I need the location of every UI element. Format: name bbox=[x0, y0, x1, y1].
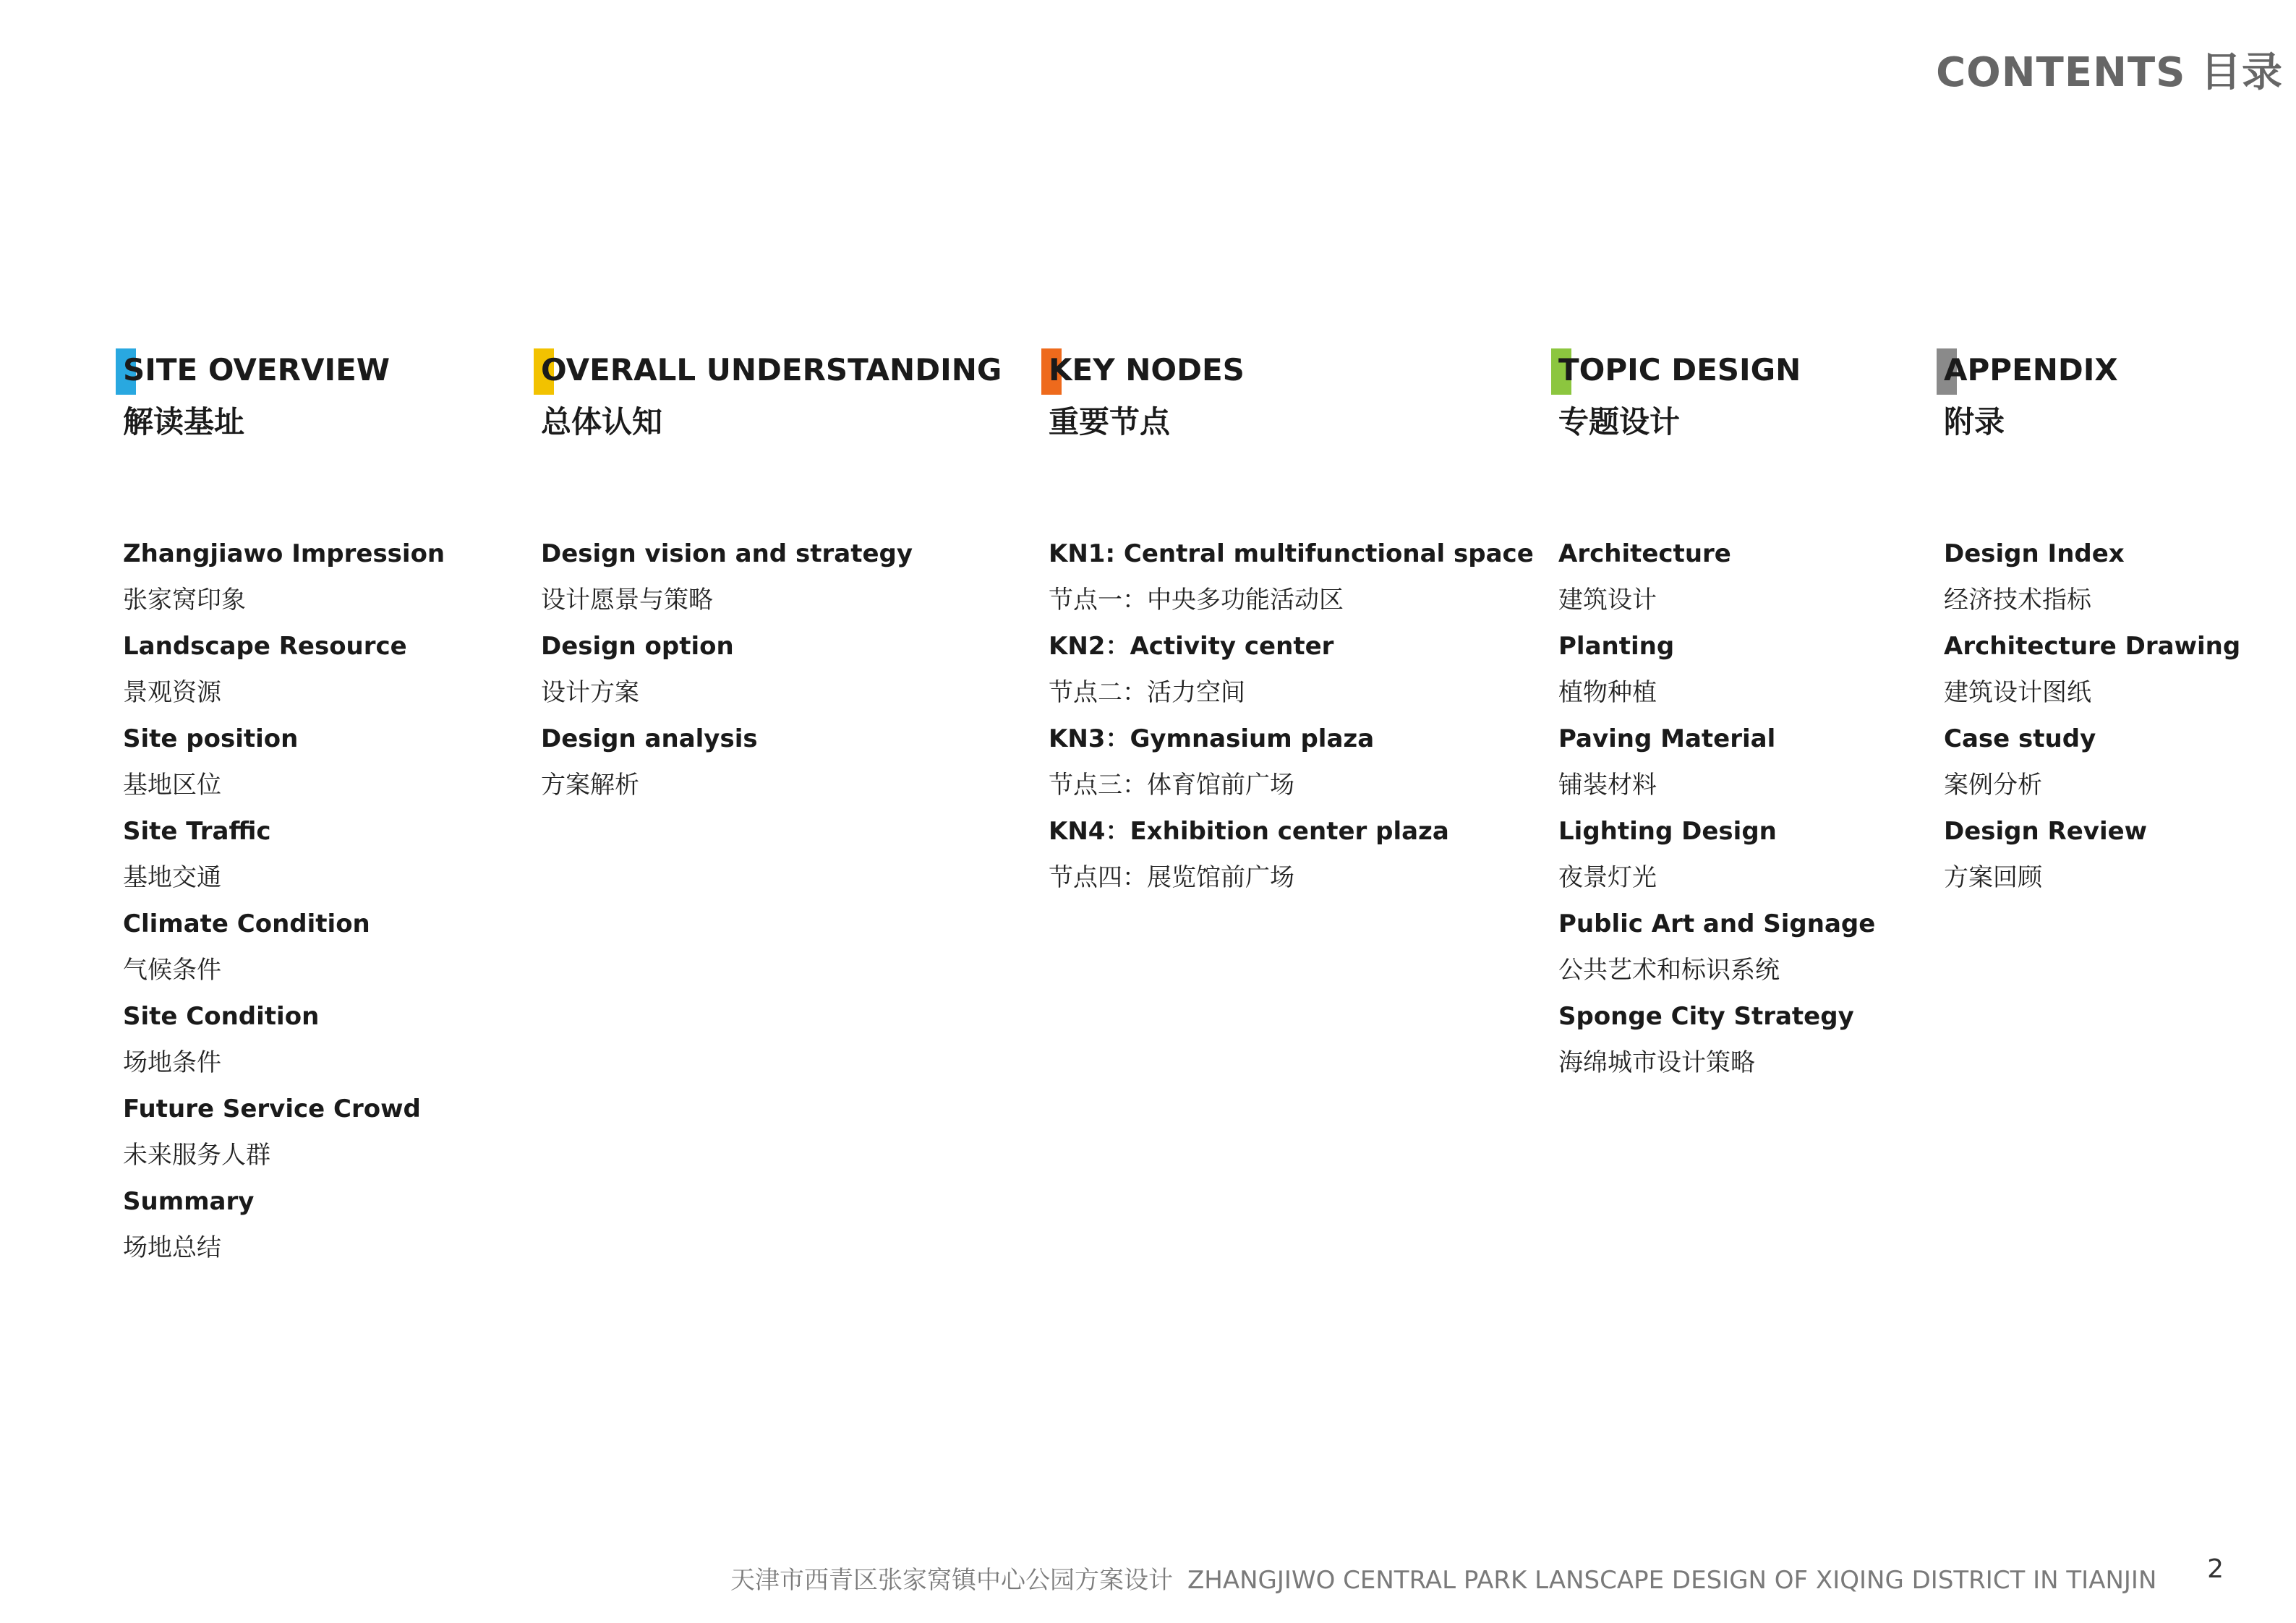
section-column bbox=[1049, 347, 1534, 901]
item-chinese: 海绵城市设计策略 bbox=[1558, 1048, 1755, 1077]
item-english: Climate Condition bbox=[123, 909, 370, 938]
item-english: Site position bbox=[123, 724, 299, 753]
item-english: Future Service Crowd bbox=[123, 1095, 421, 1123]
item-english: Case study bbox=[1944, 724, 2096, 753]
section-item-list bbox=[1944, 531, 2240, 901]
page-title: CONTENTS 目录 bbox=[1936, 49, 2283, 96]
section-heading bbox=[1944, 347, 2240, 393]
section-heading-english: APPENDIX bbox=[1944, 352, 2118, 387]
section-column bbox=[123, 347, 445, 1271]
item-chinese: 建筑设计图纸 bbox=[1944, 678, 2091, 707]
section-heading bbox=[541, 347, 1002, 393]
section-column bbox=[1558, 347, 1875, 1086]
item-chinese: 方案回顾 bbox=[1944, 863, 2042, 892]
item-english: Landscape Resource bbox=[123, 632, 407, 661]
item-english: Design analysis bbox=[541, 724, 758, 753]
item-english: Site Condition bbox=[123, 1002, 320, 1031]
page-number: 2 bbox=[2207, 1554, 2224, 1584]
section-item-list bbox=[541, 531, 1002, 808]
item-english: KN3：Gymnasium plaza bbox=[1049, 724, 1375, 753]
item-chinese: 设计方案 bbox=[541, 678, 639, 707]
item-english: Design Review bbox=[1944, 817, 2148, 846]
item-chinese: 设计愿景与策略 bbox=[541, 586, 713, 614]
item-english: Public Art and Signage bbox=[1558, 909, 1876, 938]
section-column bbox=[1944, 347, 2240, 901]
item-english: Paving Material bbox=[1558, 724, 1776, 753]
section-item-list bbox=[1558, 531, 1875, 1086]
section-heading-chinese: 总体认知 bbox=[541, 404, 663, 440]
item-english: Design option bbox=[541, 632, 734, 661]
section-column bbox=[541, 347, 1002, 808]
item-chinese: 基地交通 bbox=[123, 863, 221, 892]
item-chinese: 张家窝印象 bbox=[123, 586, 246, 614]
item-chinese: 节点三：体育馆前广场 bbox=[1049, 771, 1294, 800]
item-english: Design Index bbox=[1944, 539, 2125, 568]
section-heading-english: TOPIC DESIGN bbox=[1558, 352, 1801, 387]
item-chinese: 植物种植 bbox=[1558, 678, 1657, 707]
item-chinese: 方案解析 bbox=[541, 771, 639, 800]
item-chinese: 节点二：活力空间 bbox=[1049, 678, 1245, 707]
item-chinese: 铺装材料 bbox=[1558, 771, 1657, 800]
item-chinese: 未来服务人群 bbox=[123, 1141, 270, 1170]
item-chinese: 经济技术指标 bbox=[1944, 586, 2091, 614]
item-english: Summary bbox=[123, 1187, 255, 1216]
item-chinese: 案例分析 bbox=[1944, 771, 2042, 800]
section-heading bbox=[1049, 347, 1534, 393]
section-heading-chinese: 专题设计 bbox=[1558, 404, 1681, 440]
item-english: Planting bbox=[1558, 632, 1675, 661]
section-heading-english: OVERALL UNDERSTANDING bbox=[541, 352, 1002, 387]
item-chinese: 节点四：展览馆前广场 bbox=[1049, 863, 1294, 892]
item-english: Architecture Drawing bbox=[1944, 632, 2241, 661]
item-english: Site Traffic bbox=[123, 817, 271, 846]
section-heading bbox=[1558, 347, 1875, 393]
section-heading bbox=[123, 347, 445, 393]
section-item-list bbox=[1049, 531, 1534, 901]
item-chinese: 景观资源 bbox=[123, 678, 221, 707]
item-english: KN4：Exhibition center plaza bbox=[1049, 817, 1449, 846]
footer bbox=[730, 1560, 2171, 1596]
section-heading-english: KEY NODES bbox=[1049, 352, 1245, 387]
item-english: Sponge City Strategy bbox=[1558, 1002, 1854, 1031]
footer-english-title: ZHANGJIWO CENTRAL PARK LANSCAPE DESIGN OF XIQING DISTRICT IN TIANJIN bbox=[1187, 1566, 2157, 1595]
section-heading-english: SITE OVERVIEW bbox=[123, 352, 391, 387]
item-english: Design vision and strategy bbox=[541, 539, 913, 568]
item-chinese: 夜景灯光 bbox=[1558, 863, 1657, 892]
item-english: KN2：Activity center bbox=[1049, 632, 1334, 661]
section-item-list bbox=[123, 531, 445, 1271]
item-chinese: 建筑设计 bbox=[1558, 586, 1657, 614]
section-heading-chinese: 解读基址 bbox=[123, 404, 245, 440]
item-english: Architecture bbox=[1558, 539, 1731, 568]
footer-chinese-title: 天津市西青区张家窝镇中心公园方案设计 bbox=[730, 1566, 1173, 1595]
item-chinese: 基地区位 bbox=[123, 771, 221, 800]
item-chinese: 场地总结 bbox=[123, 1233, 221, 1262]
item-english: Zhangjiawo Impression bbox=[123, 539, 445, 568]
section-heading-chinese: 附录 bbox=[1944, 404, 2005, 440]
item-english: Lighting Design bbox=[1558, 817, 1777, 846]
item-english: KN1: Central multifunctional space bbox=[1049, 539, 1534, 568]
section-heading-chinese: 重要节点 bbox=[1049, 404, 1171, 440]
item-chinese: 公共艺术和标识系统 bbox=[1558, 956, 1780, 985]
item-chinese: 气候条件 bbox=[123, 956, 221, 985]
item-chinese: 场地条件 bbox=[123, 1048, 221, 1077]
item-chinese: 节点一：中央多功能活动区 bbox=[1049, 586, 1344, 614]
